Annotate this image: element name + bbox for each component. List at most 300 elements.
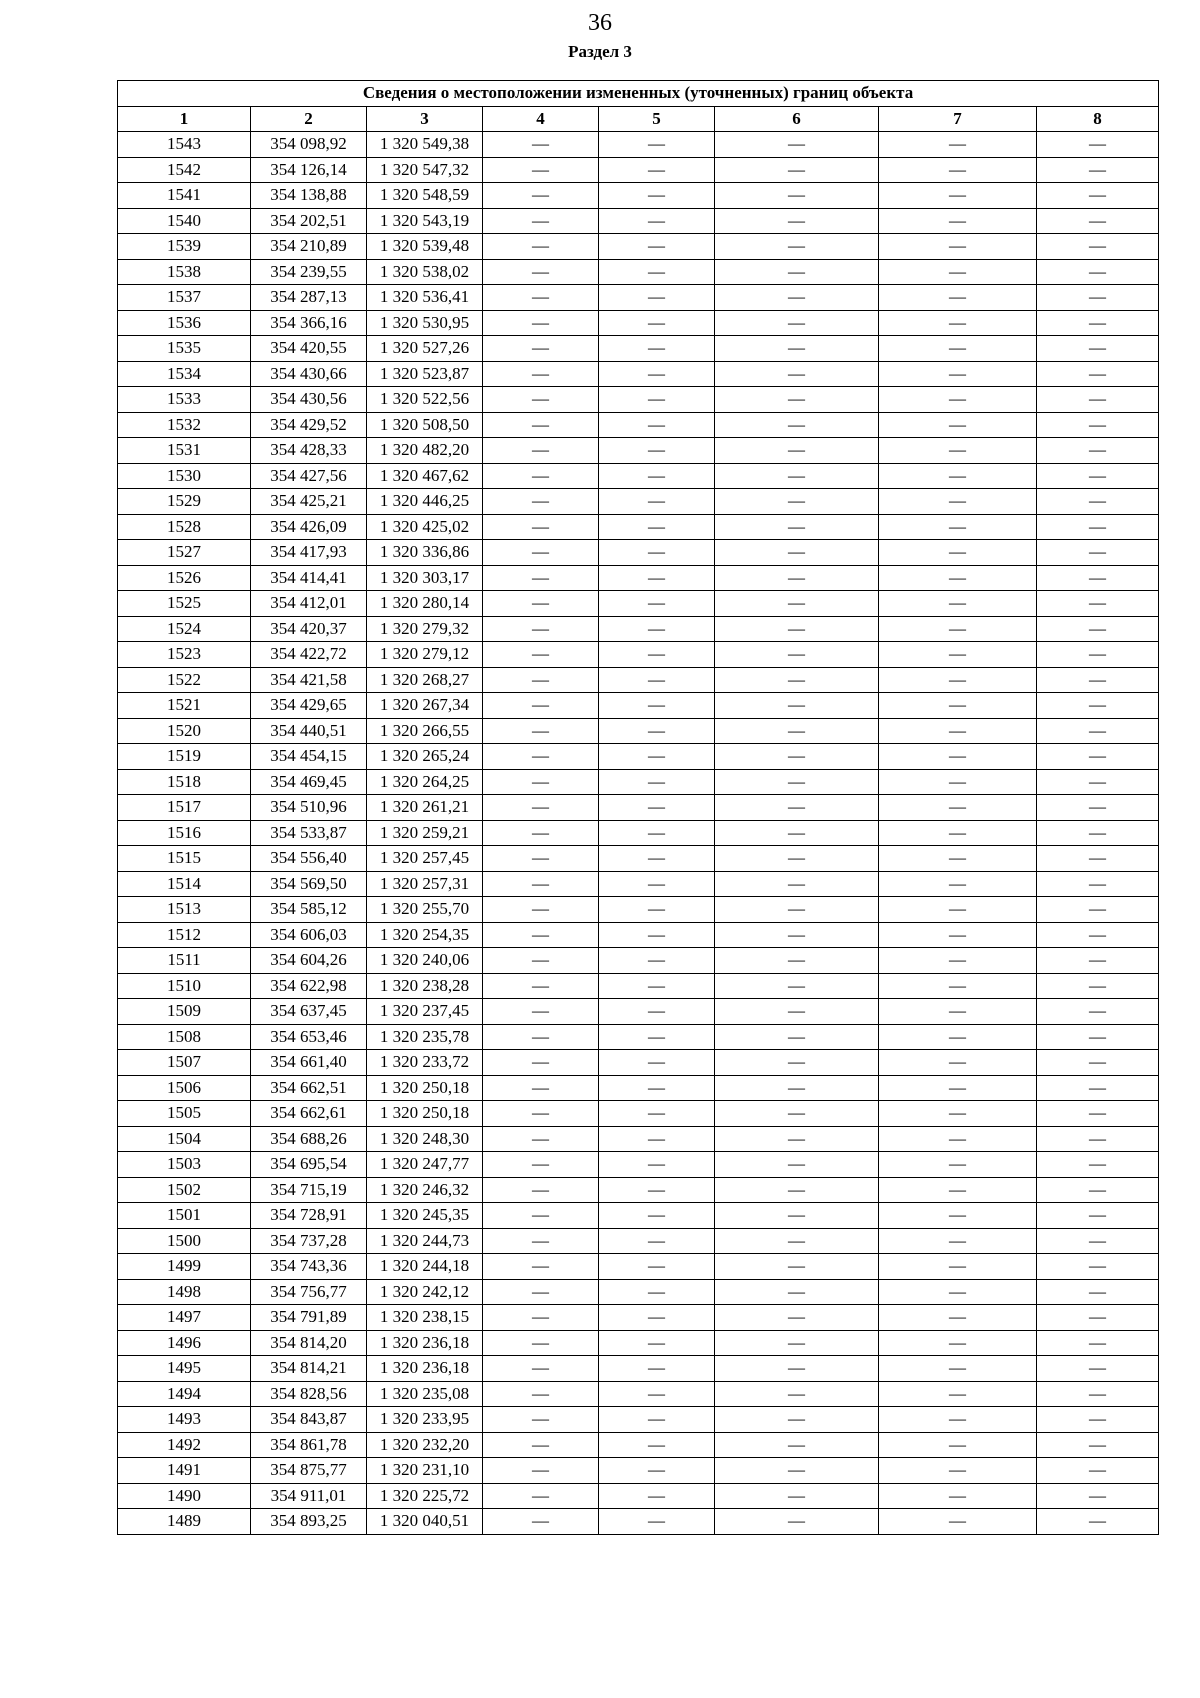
empty-mark-cell: — (715, 1432, 879, 1458)
y-coordinate-cell: 1 320 233,72 (367, 1050, 483, 1076)
empty-mark-cell: — (1037, 718, 1159, 744)
empty-mark-cell: — (483, 948, 599, 974)
empty-mark-cell: — (879, 489, 1037, 515)
empty-mark-cell: — (483, 795, 599, 821)
point-number-cell: 1503 (118, 1152, 251, 1178)
empty-mark-cell: — (599, 846, 715, 872)
table-row (118, 973, 1159, 999)
y-coordinate-cell: 1 320 264,25 (367, 769, 483, 795)
y-coordinate-cell: 1 320 246,32 (367, 1177, 483, 1203)
empty-mark-cell: — (599, 336, 715, 362)
empty-mark-cell: — (1037, 463, 1159, 489)
empty-mark-cell: — (483, 157, 599, 183)
point-number-cell: 1489 (118, 1509, 251, 1535)
empty-mark-cell: — (483, 922, 599, 948)
point-number-cell: 1541 (118, 183, 251, 209)
empty-mark-cell: — (879, 1075, 1037, 1101)
point-number-cell: 1542 (118, 157, 251, 183)
empty-mark-cell: — (879, 1330, 1037, 1356)
x-coordinate-cell: 354 098,92 (251, 132, 367, 158)
empty-mark-cell: — (483, 1101, 599, 1127)
x-coordinate-cell: 354 510,96 (251, 795, 367, 821)
empty-mark-cell: — (715, 948, 879, 974)
empty-mark-cell: — (715, 540, 879, 566)
empty-mark-cell: — (715, 1509, 879, 1535)
empty-mark-cell: — (483, 565, 599, 591)
empty-mark-cell: — (599, 565, 715, 591)
empty-mark-cell: — (879, 361, 1037, 387)
point-number-cell: 1527 (118, 540, 251, 566)
table-row (118, 820, 1159, 846)
empty-mark-cell: — (1037, 744, 1159, 770)
column-header-row (118, 106, 1159, 132)
empty-mark-cell: — (879, 1024, 1037, 1050)
empty-mark-cell: — (1037, 973, 1159, 999)
empty-mark-cell: — (483, 897, 599, 923)
x-coordinate-cell: 354 422,72 (251, 642, 367, 668)
empty-mark-cell: — (879, 897, 1037, 923)
table-row (118, 1509, 1159, 1535)
x-coordinate-cell: 354 875,77 (251, 1458, 367, 1484)
empty-mark-cell: — (599, 1203, 715, 1229)
y-coordinate-cell: 1 320 279,12 (367, 642, 483, 668)
empty-mark-cell: — (715, 1152, 879, 1178)
y-coordinate-cell: 1 320 266,55 (367, 718, 483, 744)
x-coordinate-cell: 354 420,55 (251, 336, 367, 362)
empty-mark-cell: — (599, 1075, 715, 1101)
empty-mark-cell: — (715, 693, 879, 719)
empty-mark-cell: — (599, 1305, 715, 1331)
empty-mark-cell: — (879, 820, 1037, 846)
point-number-cell: 1513 (118, 897, 251, 923)
x-coordinate-cell: 354 440,51 (251, 718, 367, 744)
empty-mark-cell: — (879, 1458, 1037, 1484)
x-coordinate-cell: 354 662,61 (251, 1101, 367, 1127)
empty-mark-cell: — (879, 642, 1037, 668)
empty-mark-cell: — (483, 1228, 599, 1254)
empty-mark-cell: — (1037, 1024, 1159, 1050)
empty-mark-cell: — (715, 1330, 879, 1356)
point-number-cell: 1498 (118, 1279, 251, 1305)
empty-mark-cell: — (599, 642, 715, 668)
y-coordinate-cell: 1 320 467,62 (367, 463, 483, 489)
empty-mark-cell: — (1037, 769, 1159, 795)
x-coordinate-cell: 354 737,28 (251, 1228, 367, 1254)
point-number-cell: 1515 (118, 846, 251, 872)
point-number-cell: 1496 (118, 1330, 251, 1356)
empty-mark-cell: — (599, 438, 715, 464)
point-number-cell: 1530 (118, 463, 251, 489)
empty-mark-cell: — (599, 616, 715, 642)
empty-mark-cell: — (1037, 820, 1159, 846)
empty-mark-cell: — (879, 1152, 1037, 1178)
y-coordinate-cell: 1 320 247,77 (367, 1152, 483, 1178)
x-coordinate-cell: 354 653,46 (251, 1024, 367, 1050)
empty-mark-cell: — (715, 1203, 879, 1229)
empty-mark-cell: — (483, 616, 599, 642)
y-coordinate-cell: 1 320 233,95 (367, 1407, 483, 1433)
x-coordinate-cell: 354 791,89 (251, 1305, 367, 1331)
empty-mark-cell: — (599, 183, 715, 209)
point-number-cell: 1492 (118, 1432, 251, 1458)
table-row (118, 948, 1159, 974)
empty-mark-cell: — (483, 846, 599, 872)
table-row (118, 361, 1159, 387)
y-coordinate-cell: 1 320 303,17 (367, 565, 483, 591)
empty-mark-cell: — (1037, 795, 1159, 821)
y-coordinate-cell: 1 320 235,08 (367, 1381, 483, 1407)
empty-mark-cell: — (1037, 234, 1159, 260)
empty-mark-cell: — (599, 412, 715, 438)
empty-mark-cell: — (1037, 1228, 1159, 1254)
column-header: 6 (715, 106, 879, 132)
empty-mark-cell: — (599, 693, 715, 719)
empty-mark-cell: — (879, 514, 1037, 540)
point-number-cell: 1543 (118, 132, 251, 158)
empty-mark-cell: — (1037, 999, 1159, 1025)
empty-mark-cell: — (483, 489, 599, 515)
table-row (118, 1203, 1159, 1229)
empty-mark-cell: — (879, 1509, 1037, 1535)
y-coordinate-cell: 1 320 543,19 (367, 208, 483, 234)
empty-mark-cell: — (715, 897, 879, 923)
point-number-cell: 1511 (118, 948, 251, 974)
table-row (118, 1458, 1159, 1484)
empty-mark-cell: — (715, 157, 879, 183)
empty-mark-cell: — (1037, 565, 1159, 591)
empty-mark-cell: — (599, 1509, 715, 1535)
empty-mark-cell: — (483, 1254, 599, 1280)
empty-mark-cell: — (879, 132, 1037, 158)
empty-mark-cell: — (715, 769, 879, 795)
empty-mark-cell: — (715, 285, 879, 311)
empty-mark-cell: — (599, 820, 715, 846)
y-coordinate-cell: 1 320 527,26 (367, 336, 483, 362)
empty-mark-cell: — (1037, 1101, 1159, 1127)
empty-mark-cell: — (1037, 1458, 1159, 1484)
x-coordinate-cell: 354 814,21 (251, 1356, 367, 1382)
empty-mark-cell: — (879, 157, 1037, 183)
column-header: 4 (483, 106, 599, 132)
empty-mark-cell: — (599, 1152, 715, 1178)
empty-mark-cell: — (483, 1279, 599, 1305)
empty-mark-cell: — (483, 1050, 599, 1076)
empty-mark-cell: — (715, 259, 879, 285)
empty-mark-cell: — (715, 132, 879, 158)
empty-mark-cell: — (879, 795, 1037, 821)
empty-mark-cell: — (879, 565, 1037, 591)
y-coordinate-cell: 1 320 242,12 (367, 1279, 483, 1305)
empty-mark-cell: — (1037, 846, 1159, 872)
y-coordinate-cell: 1 320 482,20 (367, 438, 483, 464)
empty-mark-cell: — (715, 1254, 879, 1280)
empty-mark-cell: — (879, 540, 1037, 566)
empty-mark-cell: — (599, 1126, 715, 1152)
empty-mark-cell: — (1037, 591, 1159, 617)
table-row (118, 1101, 1159, 1127)
empty-mark-cell: — (599, 310, 715, 336)
empty-mark-cell: — (599, 718, 715, 744)
point-number-cell: 1517 (118, 795, 251, 821)
empty-mark-cell: — (599, 769, 715, 795)
empty-mark-cell: — (879, 285, 1037, 311)
x-coordinate-cell: 354 606,03 (251, 922, 367, 948)
x-coordinate-cell: 354 429,52 (251, 412, 367, 438)
empty-mark-cell: — (599, 1050, 715, 1076)
y-coordinate-cell: 1 320 547,32 (367, 157, 483, 183)
column-header: 2 (251, 106, 367, 132)
table-row (118, 616, 1159, 642)
empty-mark-cell: — (599, 999, 715, 1025)
empty-mark-cell: — (879, 234, 1037, 260)
x-coordinate-cell: 354 126,14 (251, 157, 367, 183)
x-coordinate-cell: 354 138,88 (251, 183, 367, 209)
x-coordinate-cell: 354 420,37 (251, 616, 367, 642)
x-coordinate-cell: 354 202,51 (251, 208, 367, 234)
empty-mark-cell: — (1037, 132, 1159, 158)
table-row (118, 1050, 1159, 1076)
point-number-cell: 1510 (118, 973, 251, 999)
empty-mark-cell: — (879, 1228, 1037, 1254)
empty-mark-cell: — (483, 1203, 599, 1229)
x-coordinate-cell: 354 425,21 (251, 489, 367, 515)
empty-mark-cell: — (715, 463, 879, 489)
empty-mark-cell: — (483, 1407, 599, 1433)
empty-mark-cell: — (879, 336, 1037, 362)
empty-mark-cell: — (599, 234, 715, 260)
point-number-cell: 1537 (118, 285, 251, 311)
empty-mark-cell: — (715, 1279, 879, 1305)
y-coordinate-cell: 1 320 040,51 (367, 1509, 483, 1535)
point-number-cell: 1490 (118, 1483, 251, 1509)
empty-mark-cell: — (1037, 667, 1159, 693)
point-number-cell: 1533 (118, 387, 251, 413)
x-coordinate-cell: 354 454,15 (251, 744, 367, 770)
empty-mark-cell: — (1037, 1381, 1159, 1407)
empty-mark-cell: — (599, 132, 715, 158)
empty-mark-cell: — (879, 1126, 1037, 1152)
x-coordinate-cell: 354 828,56 (251, 1381, 367, 1407)
y-coordinate-cell: 1 320 232,20 (367, 1432, 483, 1458)
empty-mark-cell: — (599, 667, 715, 693)
x-coordinate-cell: 354 412,01 (251, 591, 367, 617)
x-coordinate-cell: 354 426,09 (251, 514, 367, 540)
y-coordinate-cell: 1 320 425,02 (367, 514, 483, 540)
table-row (118, 310, 1159, 336)
empty-mark-cell: — (879, 999, 1037, 1025)
empty-mark-cell: — (483, 387, 599, 413)
x-coordinate-cell: 354 662,51 (251, 1075, 367, 1101)
y-coordinate-cell: 1 320 548,59 (367, 183, 483, 209)
empty-mark-cell: — (1037, 1432, 1159, 1458)
empty-mark-cell: — (599, 948, 715, 974)
empty-mark-cell: — (599, 1407, 715, 1433)
column-header: 8 (1037, 106, 1159, 132)
point-number-cell: 1501 (118, 1203, 251, 1229)
empty-mark-cell: — (1037, 1075, 1159, 1101)
empty-mark-cell: — (879, 1254, 1037, 1280)
point-number-cell: 1532 (118, 412, 251, 438)
table-row (118, 1279, 1159, 1305)
empty-mark-cell: — (599, 387, 715, 413)
empty-mark-cell: — (879, 1381, 1037, 1407)
y-coordinate-cell: 1 320 225,72 (367, 1483, 483, 1509)
empty-mark-cell: — (1037, 616, 1159, 642)
y-coordinate-cell: 1 320 236,18 (367, 1330, 483, 1356)
table-caption: Сведения о местоположении измененных (уточненных) границ объекта (118, 81, 1159, 107)
empty-mark-cell: — (1037, 948, 1159, 974)
empty-mark-cell: — (879, 744, 1037, 770)
y-coordinate-cell: 1 320 244,73 (367, 1228, 483, 1254)
empty-mark-cell: — (1037, 1279, 1159, 1305)
empty-mark-cell: — (1037, 1509, 1159, 1535)
y-coordinate-cell: 1 320 257,31 (367, 871, 483, 897)
empty-mark-cell: — (599, 1356, 715, 1382)
point-number-cell: 1504 (118, 1126, 251, 1152)
empty-mark-cell: — (715, 922, 879, 948)
empty-mark-cell: — (715, 1305, 879, 1331)
empty-mark-cell: — (879, 948, 1037, 974)
empty-mark-cell: — (1037, 1356, 1159, 1382)
empty-mark-cell: — (879, 922, 1037, 948)
empty-mark-cell: — (599, 1458, 715, 1484)
empty-mark-cell: — (879, 438, 1037, 464)
empty-mark-cell: — (599, 208, 715, 234)
point-number-cell: 1506 (118, 1075, 251, 1101)
empty-mark-cell: — (715, 1126, 879, 1152)
x-coordinate-cell: 354 743,36 (251, 1254, 367, 1280)
empty-mark-cell: — (483, 132, 599, 158)
table-row (118, 387, 1159, 413)
boundary-coordinates-table (117, 80, 1159, 1535)
empty-mark-cell: — (599, 744, 715, 770)
empty-mark-cell: — (483, 1024, 599, 1050)
empty-mark-cell: — (1037, 1254, 1159, 1280)
table-row (118, 259, 1159, 285)
empty-mark-cell: — (483, 1381, 599, 1407)
empty-mark-cell: — (1037, 310, 1159, 336)
x-coordinate-cell: 354 604,26 (251, 948, 367, 974)
empty-mark-cell: — (879, 718, 1037, 744)
empty-mark-cell: — (879, 310, 1037, 336)
empty-mark-cell: — (483, 412, 599, 438)
x-coordinate-cell: 354 569,50 (251, 871, 367, 897)
y-coordinate-cell: 1 320 538,02 (367, 259, 483, 285)
point-number-cell: 1516 (118, 820, 251, 846)
page-number: 36 (588, 10, 612, 36)
y-coordinate-cell: 1 320 523,87 (367, 361, 483, 387)
y-coordinate-cell: 1 320 236,18 (367, 1356, 483, 1382)
point-number-cell: 1505 (118, 1101, 251, 1127)
empty-mark-cell: — (715, 1024, 879, 1050)
empty-mark-cell: — (483, 1075, 599, 1101)
x-coordinate-cell: 354 414,41 (251, 565, 367, 591)
empty-mark-cell: — (1037, 1050, 1159, 1076)
empty-mark-cell: — (1037, 897, 1159, 923)
x-coordinate-cell: 354 661,40 (251, 1050, 367, 1076)
empty-mark-cell: — (599, 922, 715, 948)
x-coordinate-cell: 354 427,56 (251, 463, 367, 489)
x-coordinate-cell: 354 843,87 (251, 1407, 367, 1433)
x-coordinate-cell: 354 421,58 (251, 667, 367, 693)
x-coordinate-cell: 354 688,26 (251, 1126, 367, 1152)
empty-mark-cell: — (715, 667, 879, 693)
x-coordinate-cell: 354 756,77 (251, 1279, 367, 1305)
table-row (118, 183, 1159, 209)
table-row (118, 1254, 1159, 1280)
table-row (118, 1126, 1159, 1152)
x-coordinate-cell: 354 417,93 (251, 540, 367, 566)
empty-mark-cell: — (599, 463, 715, 489)
empty-mark-cell: — (879, 616, 1037, 642)
empty-mark-cell: — (1037, 1203, 1159, 1229)
empty-mark-cell: — (599, 871, 715, 897)
empty-mark-cell: — (715, 642, 879, 668)
empty-mark-cell: — (483, 591, 599, 617)
empty-mark-cell: — (715, 591, 879, 617)
x-coordinate-cell: 354 469,45 (251, 769, 367, 795)
empty-mark-cell: — (879, 1050, 1037, 1076)
empty-mark-cell: — (879, 1101, 1037, 1127)
empty-mark-cell: — (715, 1483, 879, 1509)
empty-mark-cell: — (483, 1126, 599, 1152)
table-row (118, 795, 1159, 821)
empty-mark-cell: — (715, 871, 879, 897)
table-row (118, 667, 1159, 693)
empty-mark-cell: — (1037, 871, 1159, 897)
x-coordinate-cell: 354 556,40 (251, 846, 367, 872)
empty-mark-cell: — (1037, 361, 1159, 387)
empty-mark-cell: — (599, 1228, 715, 1254)
x-coordinate-cell: 354 814,20 (251, 1330, 367, 1356)
empty-mark-cell: — (483, 183, 599, 209)
column-header: 5 (599, 106, 715, 132)
empty-mark-cell: — (483, 871, 599, 897)
y-coordinate-cell: 1 320 265,24 (367, 744, 483, 770)
empty-mark-cell: — (879, 1432, 1037, 1458)
table-row (118, 1177, 1159, 1203)
empty-mark-cell: — (879, 1279, 1037, 1305)
x-coordinate-cell: 354 533,87 (251, 820, 367, 846)
point-number-cell: 1512 (118, 922, 251, 948)
table-row (118, 846, 1159, 872)
empty-mark-cell: — (483, 1458, 599, 1484)
point-number-cell: 1499 (118, 1254, 251, 1280)
empty-mark-cell: — (483, 718, 599, 744)
table-row (118, 412, 1159, 438)
empty-mark-cell: — (715, 361, 879, 387)
empty-mark-cell: — (599, 489, 715, 515)
empty-mark-cell: — (483, 1177, 599, 1203)
table-row (118, 1075, 1159, 1101)
y-coordinate-cell: 1 320 254,35 (367, 922, 483, 948)
table-body (118, 132, 1159, 1535)
empty-mark-cell: — (879, 412, 1037, 438)
y-coordinate-cell: 1 320 536,41 (367, 285, 483, 311)
empty-mark-cell: — (483, 744, 599, 770)
empty-mark-cell: — (483, 820, 599, 846)
x-coordinate-cell: 354 695,54 (251, 1152, 367, 1178)
y-coordinate-cell: 1 320 237,45 (367, 999, 483, 1025)
point-number-cell: 1522 (118, 667, 251, 693)
empty-mark-cell: — (483, 693, 599, 719)
x-coordinate-cell: 354 728,91 (251, 1203, 367, 1229)
x-coordinate-cell: 354 622,98 (251, 973, 367, 999)
empty-mark-cell: — (483, 463, 599, 489)
table-row (118, 1407, 1159, 1433)
table-row (118, 718, 1159, 744)
empty-mark-cell: — (599, 285, 715, 311)
